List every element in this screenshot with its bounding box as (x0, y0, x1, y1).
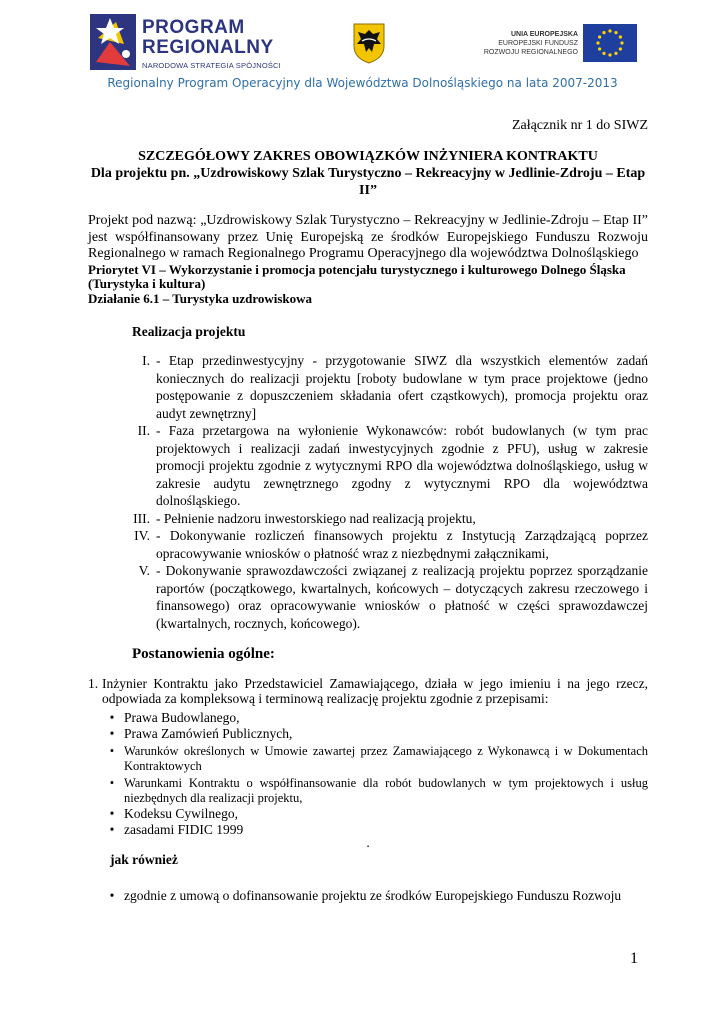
eu-text-line3: ROZWOJU REGIONALNEGO (483, 49, 578, 56)
bullet-item (100, 744, 648, 774)
bullet-icon: • (109, 806, 115, 821)
section-postanowienia-heading: Postanowienia ogólne: (132, 646, 275, 662)
list-item (88, 352, 648, 422)
bullet-text: Warunkami Kontraktu o współfinansowanie dla robót budowlanych w tym projektowych i usług niezbędnych dla realizacji projektu, (124, 776, 648, 805)
page-number: 1 (630, 950, 638, 967)
list-item-number: I. (142, 353, 150, 368)
intro-paragraph: Projekt pod nazwą: „Uzdrowiskowy Szlak Turystyczno – Rekreacyjny w Jedlinie-Zdroju – Etap II” jest współfinansowany przez Unię Europejską ze środków Europejskiego Funduszu Rozwoju Regionalnego w ramach Regionalnego Programu Operacyjnego dla województwa Dolnośląskiego (88, 213, 648, 261)
doc-title-line1: SZCZEGÓŁOWY ZAKRES OBOWIĄZKÓW INŻYNIERA KONTRAKTU (138, 149, 598, 164)
eu-text-line1: UNIA EUROPEJSKA (510, 31, 578, 38)
document-body (88, 112, 648, 904)
bullet-icon: • (109, 822, 115, 837)
bullet-icon: • (109, 710, 115, 725)
bullet-item (100, 806, 648, 822)
eu-star-icon (598, 47, 601, 50)
logo-line-strategia: NARODOWA STRATEGIA SPÓJNOŚCI (142, 61, 281, 70)
program-regionalny-logo (90, 14, 290, 74)
doc-title (88, 148, 648, 199)
bullet-item (100, 776, 648, 806)
list-item-text: - Etap przedinwestycyjny - przygotowanie SIWZ dla wszystkich elementów zadań koniecznych do realizacji projektu [roboty budowlane w tym prace projektowe (jedno postępowanie z dopuszczeniem składania ofert cząstkowych), promocja projektu oraz audyt zewnętrzny] (156, 353, 648, 421)
program-subtitle: Regionalny Program Operacyjny dla Województwa Dolnośląskiego na lata 2007-2013 (107, 76, 618, 90)
list-item-number: II. (137, 423, 150, 438)
eu-star-icon (614, 31, 617, 34)
list-item-number: III. (133, 510, 150, 526)
list-item (88, 510, 648, 528)
list-item-number: V. (138, 563, 150, 578)
eu-star-icon (602, 31, 605, 34)
section-realizacja-heading: Realizacja projektu (132, 324, 246, 339)
numbered-item-text: Inżynier Kontraktu jako Przedstawiciel Zamawiającego, działa w jego imieniu i na jego rzecz, odpowiada za kompleksową i terminową realizację projektu zgodnie z przepisami: (102, 676, 648, 706)
logo-line-program: PROGRAM (142, 17, 245, 38)
list-item (88, 422, 648, 510)
page-header (0, 0, 725, 100)
eu-star-icon (598, 35, 601, 38)
bullet-text: zgodnie z umową o dofinansowanie projektu ze środków Europejskiego Funduszu Rozwoju (124, 888, 622, 903)
bullet-text: Kodeksu Cywilnego, (124, 806, 238, 821)
also-label: jak również (110, 852, 178, 867)
eu-fund-text (466, 30, 578, 57)
eu-text-line2: EUROPEJSKI FUNDUSZ (498, 40, 578, 47)
bullet-list (100, 710, 648, 838)
bullet-icon: • (109, 726, 115, 741)
eu-star-icon (596, 41, 599, 44)
bullet-icon: • (109, 888, 115, 903)
bullet-icon: • (109, 776, 115, 790)
list-item-text: - Pełnienie nadzoru inwestorskiego nad realizacją projektu, (156, 510, 476, 526)
bullet-item (100, 726, 648, 742)
list-item-text: - Dokonywanie rozliczeń finansowych projektu z Instytucją Zarządzającą poprzez opracowywanie wniosków o płatność wraz z niezbędnymi załącznikami, (156, 528, 648, 561)
eu-star-icon (619, 47, 622, 50)
logo-line-regionalny: REGIONALNY (142, 37, 274, 58)
bullet-item (100, 710, 648, 726)
numbered-item-number: 1. (88, 676, 99, 691)
bullet-item (100, 822, 648, 838)
roman-list (88, 352, 648, 632)
eu-star-icon (608, 53, 611, 56)
bullet-item (100, 888, 648, 904)
eu-star-icon (619, 35, 622, 38)
doc-title-line2: Dla projektu pn. „Uzdrowiskowy Szlak Turystyczno – Rekreacyjny w Jedlinie-Zdroju – Etap II” (90, 166, 646, 198)
eu-flag-icon (583, 24, 637, 62)
list-item-text: - Dokonywanie sprawozdawczości związanej z realizacją projektu poprzez sporządzanie raportów (początkowego, kwartalnych, końcowych – dotyczących zakresu rzeczowego i finansowego) oraz opracowywanie wniosków o płatność w części sprawozdawczej (kwartalnych, rocznych, końcowego). (156, 563, 648, 631)
eu-star-icon (620, 41, 623, 44)
list-item (88, 527, 648, 562)
priority-line: Priorytet VI – Wykorzystanie i promocja potencjału turystycznego i kulturowego Dolnego Śląska (Turystyka i kultura) (88, 261, 626, 291)
list-item-number: IV. (134, 528, 150, 543)
action-line: Działanie 6.1 – Turystyka uzdrowiskowa (88, 290, 313, 306)
eu-star-icon (602, 52, 605, 55)
annex-label: Załącznik nr 1 do SIWZ (511, 118, 648, 133)
bullet-icon: • (109, 744, 115, 758)
numbered-item-1 (88, 676, 648, 706)
list-item (88, 562, 648, 632)
bullet-text: Prawa Budowlanego, (124, 710, 240, 725)
bullet-text: Warunków określonych w Umowie zawartej przez Zamawiającego z Wykonawcą i w Dokumentach Kontraktowych (124, 744, 648, 773)
eu-star-icon (608, 29, 611, 32)
dolny-slask-eagle-crest-icon (352, 22, 386, 64)
bullet-text: Prawa Zamówień Publicznych, (124, 726, 293, 741)
program-regionalny-emblem-icon (90, 14, 136, 70)
list-item-text: - Faza przetargowa na wyłonienie Wykonawców: robót budowlanych (w tym prac projektowych i realizacji zadań inwestycyjnych zgodnie z PFU), usług w zakresie promocji projektu zgodnie z wytycznymi RPO dla województwa dolnośląskiego, usług w zakresie audytu zewnętrznego zgodny z wytycznymi RPO dla województwa dolnośląskiego. (156, 423, 648, 508)
bullet-text: zasadami FIDIC 1999 (124, 822, 244, 837)
stray-dot: . (366, 835, 370, 850)
eu-star-icon (614, 52, 617, 55)
